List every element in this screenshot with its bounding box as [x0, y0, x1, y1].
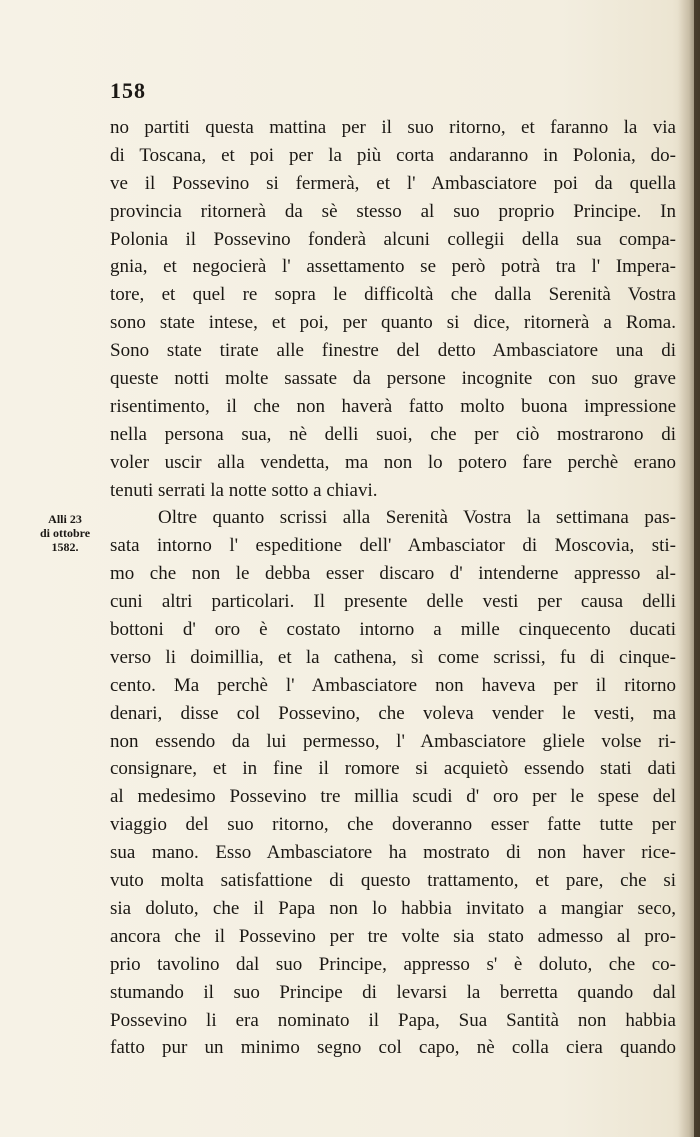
- text-line: viaggio del suo ritorno, che doveranno esser fatte tutte per: [110, 814, 676, 836]
- body-text: [110, 114, 676, 1062]
- text-line: stumando il suo Principe di levarsi la berretta quando dal: [110, 981, 676, 1003]
- text-line: di Toscana, et poi per la più corta andaranno in Polonia, do-: [110, 144, 676, 166]
- text-line: Possevino li era nominato il Papa, Sua Santità non habbia: [110, 1009, 676, 1031]
- margin-date-note: [28, 512, 102, 554]
- text-line: risentimento, il che non haverà fatto molto buona impressione: [110, 395, 676, 417]
- text-line: al medesimo Possevino tre millia scudi d' oro per le spese del: [110, 786, 676, 808]
- text-line: vuto molta satisfattione di questo trattamento, et pare, che si: [110, 870, 676, 892]
- text-line: provincia ritornerà da sè stesso al suo proprio Principe. In: [110, 200, 676, 222]
- text-line: cuni altri particolari. Il presente delle vesti per causa delli: [110, 591, 676, 613]
- text-line: tore, et quel re sopra le difficoltà che dalla Serenità Vostra: [110, 284, 676, 306]
- text-line: prio tavolino dal suo Principe, appresso s' è doluto, che co-: [110, 953, 676, 975]
- text-line: fatto pur un minimo segno col capo, nè colla ciera quando: [110, 1037, 676, 1059]
- text-line: Polonia il Possevino fonderà alcuni collegii della sua compa-: [110, 228, 676, 250]
- text-line: gnia, et negocierà l' assettamento se però potrà tra l' Impera-: [110, 256, 676, 278]
- text-line: voler uscir alla vendetta, ma non lo potero fare perchè erano: [110, 451, 676, 473]
- text-line: sata intorno l' espeditione dell' Ambasciator di Moscovia, sti-: [110, 535, 676, 557]
- text-line: cento. Ma perchè l' Ambasciatore non haveva per il ritorno: [110, 674, 676, 696]
- text-line: verso li doimillia, et la cathena, sì come scrissi, fu di cinque-: [110, 646, 676, 668]
- text-line: bottoni d' oro è costato intorno a mille cinquecento ducati: [110, 619, 676, 641]
- page-number: 158: [110, 78, 146, 103]
- margin-note-line: di ottobre: [39, 526, 91, 540]
- text-line: queste notti molte sassate da persone incognite con suo grave: [110, 368, 676, 390]
- text-line: no partiti questa mattina per il suo ritorno, et faranno la via: [110, 117, 676, 138]
- text-line: tenuti serrati la notte sotto a chiavi.: [110, 479, 378, 501]
- text-line: ve il Possevino si fermerà, et l' Ambasciatore poi da quella: [110, 172, 676, 194]
- text-line: ancora che il Possevino per tre volte sia stato admesso al pro-: [110, 925, 676, 947]
- page-binding-edge: [694, 0, 700, 1137]
- text-line: denari, disse col Possevino, che voleva vender le vesti, ma: [110, 702, 676, 724]
- text-line: Oltre quanto scrissi alla Serenità Vostra la settimana pas-: [158, 507, 676, 529]
- text-line: sono state intese, et poi, per quanto si dice, ritornerà a Roma.: [110, 312, 676, 334]
- text-line: mo che non le debba esser discaro d' intenderne appresso al-: [110, 563, 676, 585]
- text-line: Sono state tirate alle finestre del detto Ambasciatore una di: [110, 340, 676, 362]
- text-line: sia doluto, che il Papa non lo habbia invitato a mangiar seco,: [110, 897, 676, 919]
- text-line: non essendo da lui permesso, l' Ambasciatore gliele volse ri-: [110, 730, 676, 752]
- margin-note-line: Alli 23: [48, 512, 82, 526]
- margin-note-line: 1582.: [51, 540, 79, 554]
- text-line: sua mano. Esso Ambasciatore ha mostrato di non haver rice-: [110, 842, 676, 864]
- text-line: consignare, et in fine il romore si acquietò essendo stati dati: [110, 758, 676, 780]
- text-line: nella persona sua, nè delli suoi, che per ciò mostrarono di: [110, 423, 676, 445]
